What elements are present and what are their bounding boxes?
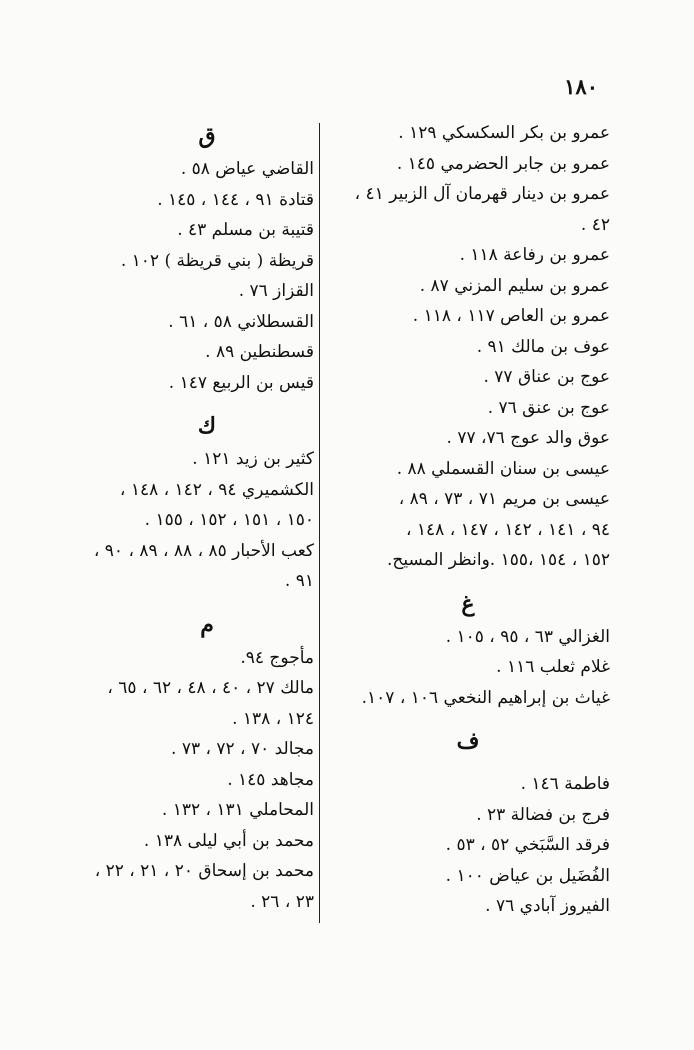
index-entry: مجالد ٧٠ ، ٧٢ ، ٧٣ . [171, 739, 314, 759]
index-entry: المحاملي ١٣١ ، ١٣٢ . [161, 800, 314, 820]
index-entry: عمرو بن جابر الحضرمي ١٤٥ . [396, 153, 610, 174]
index-section-ain-continued [326, 118, 610, 576]
section-heading-kaf: ك [197, 413, 217, 439]
section-heading-ghain: غ [461, 590, 475, 617]
index-entry: مأجوج ٩٤. [240, 647, 314, 668]
index-entry: قسطنطين ٨٩ . [205, 342, 314, 362]
index-entry: ١٥٠ ، ١٥١ ، ١٥٢ ، ١٥٥ . [144, 510, 314, 530]
index-section-fa [326, 769, 610, 922]
index-entry: عمرو بن سليم المزني ٨٧ . [419, 275, 610, 296]
index-entry: قريظة ( بني قريظة ) ١٠٢ . [120, 250, 314, 271]
index-entry: عمرو بن العاص ١١٧ ، ١١٨ . [412, 306, 610, 326]
index-entry: عيسى بن سنان القسملي ٨٨ . [396, 458, 610, 479]
index-entry: القزاز ٧٦ . [238, 281, 314, 301]
index-entry: محمد بن إسحاق ٢٠ ، ٢١ ، ٢٢ ، [94, 861, 314, 881]
index-entry: ٩١ . [284, 571, 314, 591]
index-entry: عمرو بن بكر السكسكي ١٢٩ . [398, 123, 610, 143]
index-entry: عوج بن عنق ٧٦ . [487, 397, 610, 418]
index-entry: مجاهد ١٤٥ . [227, 769, 314, 790]
section-heading-qaf: ق [198, 123, 216, 149]
index-section-mim [94, 643, 314, 918]
index-entry: ١٥٢ ، ١٥٤ ،١٥٥ .وانظر المسيح. [386, 550, 610, 570]
index-entry: الفُضَيل بن عياض ١٠٠ . [445, 865, 610, 886]
index-entry: فرج بن فضالة ٢٣ . [476, 804, 610, 825]
index-entry: ١٢٤ ، ١٣٨ . [232, 708, 314, 729]
index-column-left [93, 118, 314, 917]
section-heading-fa: ف [456, 728, 480, 754]
index-entry: الكشميري ٩٤ ، ١٤٢ ، ١٤٨ ، [119, 479, 314, 500]
index-entry: القسطلاني ٥٨ ، ٦١ . [168, 311, 314, 332]
index-entry: الغزالي ٦٣ ، ٩٥ ، ١٠٥ . [445, 626, 610, 647]
index-entry: كعب الأحبار ٨٥ ، ٨٨ ، ٨٩ ، ٩٠ ، [93, 540, 314, 561]
index-entry: عوف بن مالك ٩١ . [476, 336, 610, 357]
index-section-ghain [326, 622, 610, 714]
index-entry: غياث بن إبراهيم النخعي ١٠٦ ، ١٠٧. [361, 687, 610, 708]
index-entry: قتادة ٩١ ، ١٤٤ ، ١٤٥ . [157, 189, 314, 210]
index-entry: عوج بن عناق ٧٧ . [483, 367, 610, 387]
index-entry: كثير بن زيد ١٢١ . [192, 449, 314, 469]
index-entry: فاطمة ١٤٦ . [520, 774, 610, 794]
index-column-right [326, 118, 610, 922]
page-number: ١٨٠ [564, 74, 598, 99]
index-entry: فرقد السَّبَخي ٥٢ ، ٥٣ . [445, 835, 610, 855]
index-section-qaf [100, 154, 314, 398]
index-entry: ٢٣ ، ٢٦ . [250, 891, 314, 912]
index-entry: قيس بن الربيع ١٤٧ . [168, 372, 314, 393]
section-heading-mim: م [200, 611, 214, 638]
index-entry: قتيبة بن مسلم ٤٣ . [177, 220, 314, 240]
index-entry: غلام ثعلب ١١٦ . [496, 657, 610, 677]
index-entry: مالك ٢٧ ، ٤٠ ، ٤٨ ، ٦٢ ، ٦٥ ، [107, 678, 314, 698]
column-divider [319, 123, 320, 923]
index-entry: ٩٤ ، ١٤١ ، ١٤٢ ، ١٤٧ ، ١٤٨ ، [406, 519, 610, 540]
index-entry: الفيروز آبادي ٧٦ . [485, 896, 610, 916]
index-entry: عيسى بن مريم ٧١ ، ٧٣ ، ٨٩ ، [398, 489, 610, 509]
index-entry: ٤٢ . [580, 214, 610, 235]
index-section-kaf [93, 444, 314, 597]
index-entry: محمد بن أبي ليلى ١٣٨ . [143, 830, 314, 851]
index-entry: عمرو بن دينار قهرمان آل الزبير ٤١ ، [354, 184, 610, 204]
index-entry: عمرو بن رفاعة ١١٨ . [459, 245, 610, 265]
index-entry: القاضي عياض ٥٨ . [180, 159, 314, 179]
index-entry: عوق والد عوج ٧٦، ٧٧ . [446, 428, 610, 448]
